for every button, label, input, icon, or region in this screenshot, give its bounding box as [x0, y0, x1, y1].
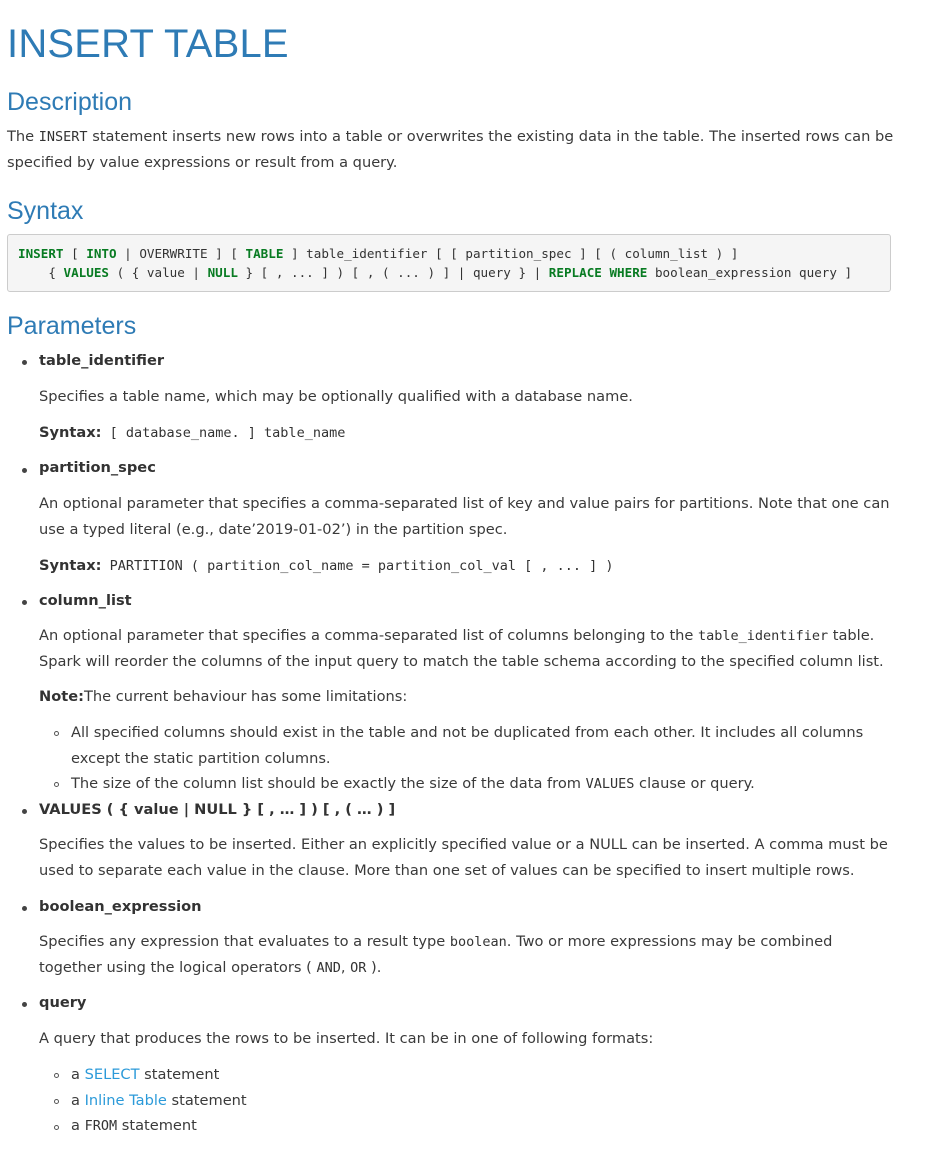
column-list-note: Note:The current behaviour has some limitations:: [39, 688, 408, 705]
param-table-identifier: table_identifier: [39, 352, 165, 369]
sub-bullet-from: [54, 1125, 59, 1130]
bullet-table-identifier: [22, 360, 27, 365]
syntax-text: } [ , ... ] ) [ , ( ... ) ] | query } |: [237, 265, 549, 280]
query-desc: A query that produces the rows to be inserted. It can be in one of following formats:: [39, 1030, 654, 1047]
syntax-heading: Syntax: [7, 197, 84, 225]
param-query: query: [39, 994, 87, 1011]
query-format-select: a SELECT statement: [71, 1066, 220, 1083]
param-partition-spec: partition_spec: [39, 459, 156, 476]
syntax-text: boolean_expression query ]: [647, 265, 853, 280]
sub-bullet-select: [54, 1073, 59, 1078]
query-format-inline-table: a Inline Table statement: [71, 1092, 247, 1109]
param-values: VALUES ( { value | NULL } [ , … ] ) [ , ( … ) ]: [39, 801, 396, 818]
inline-table-link[interactable]: Inline Table: [84, 1092, 167, 1109]
parameters-heading: Parameters: [7, 312, 137, 340]
query-format-from: a FROM statement: [71, 1117, 197, 1134]
column-list-limitation-1: All specified columns should exist in the table and not be duplicated from each other. It includes all columns except the static partition columns.: [71, 724, 864, 767]
bullet-values: [22, 809, 27, 814]
sub-bullet-inline-table: [54, 1099, 59, 1104]
syntax-text: ( { value |: [109, 265, 208, 280]
description-heading: Description: [7, 88, 133, 116]
description-text: The INSERT statement inserts new rows into a table or overwrites the existing data in the table. The inserted rows can be specified by value expressions or result from a query.: [7, 128, 894, 171]
syntax-code-block: [7, 234, 891, 292]
syntax-text: [: [63, 246, 87, 261]
sub-bullet-columns-exist: [54, 731, 59, 736]
syntax-line-1: [18, 244, 880, 263]
syntax-line-2: [18, 263, 880, 282]
partition-spec-desc: An optional parameter that specifies a comma-separated list of key and value pairs for partitions. Note that one can use a typed literal (e.g., date’2019-01-02’) in the partition spec.: [39, 495, 890, 538]
column-list-desc: An optional parameter that specifies a comma-separated list of columns belonging to the table_identifier table. Spark will reorder the columns of the input query to match the table schema according to the specified column list.: [39, 627, 884, 670]
syntax-keyword: REPLACE: [548, 265, 602, 280]
bullet-partition-spec: [22, 468, 27, 473]
syntax-keyword: WHERE: [609, 265, 648, 280]
page-title: INSERT TABLE: [7, 22, 289, 66]
table-identifier-desc: Specifies a table name, which may be optionally qualified with a database name.: [39, 388, 633, 405]
sub-bullet-column-size: [54, 782, 59, 787]
syntax-keyword: NULL: [207, 265, 238, 280]
insert-code: INSERT: [38, 129, 88, 145]
column-list-limitation-2: The size of the column list should be exactly the size of the data from VALUES clause or query.: [71, 775, 755, 792]
bullet-column-list: [22, 600, 27, 605]
values-desc: Specifies the values to be inserted. Either an explicitly specified value or a NULL can be inserted. A comma must be used to separate each value in the clause. More than one set of values can be specified to insert multiple rows.: [39, 836, 888, 879]
table-identifier-syntax: Syntax: [ database_name. ] table_name: [39, 424, 346, 441]
bullet-boolean-expression: [22, 906, 27, 911]
syntax-keyword: TABLE: [245, 246, 284, 261]
param-boolean-expression: boolean_expression: [39, 898, 202, 915]
select-statement-link[interactable]: SELECT: [84, 1066, 140, 1083]
syntax-text: {: [18, 265, 64, 280]
syntax-keyword: INSERT: [18, 246, 64, 261]
syntax-keyword: VALUES: [63, 265, 109, 280]
syntax-keyword: INTO: [86, 246, 117, 261]
boolean-expression-desc: Specifies any expression that evaluates to a result type boolean. Two or more expressions may be combined together using the logical operators ( AND, OR ).: [39, 933, 833, 976]
syntax-text: ] table_identifier [ [ partition_spec ] [ ( column_list ) ]: [283, 246, 739, 261]
partition-spec-syntax: Syntax: PARTITION ( partition_col_name = partition_col_val [ , ... ] ): [39, 557, 614, 574]
syntax-text: | OVERWRITE ] [: [116, 246, 246, 261]
param-column-list: column_list: [39, 592, 132, 609]
bullet-query: [22, 1002, 27, 1007]
